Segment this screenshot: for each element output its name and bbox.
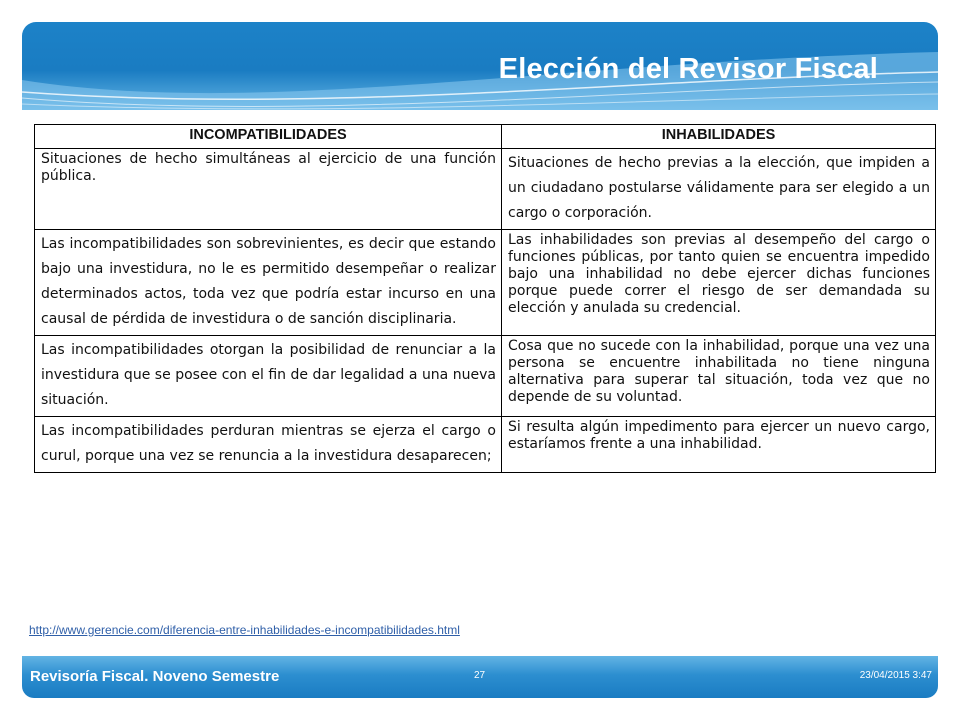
column-header-inhabilidades: INHABILIDADES (502, 125, 936, 149)
table-cell: Si resulta algún impedimento para ejercer un nuevo cargo, estaríamos frente a una inhabilidad. (502, 417, 936, 473)
table-header-row (35, 125, 936, 149)
footer-date: 23/04/2015 3:47 (859, 670, 932, 681)
table-cell: Las inhabilidades son previas al desempeño del cargo o funciones públicas, por tanto quien se encuentra impedido bajo una inhabilidad no debe ejercer dichas funciones porque puede correr el riesgo de ser demandada su elección y anulada su credencial. (502, 230, 936, 336)
header-band (22, 22, 938, 110)
source-link[interactable]: http://www.gerencie.com/diferencia-entre-inhabilidades-e-incompatibilidades.html (29, 623, 460, 637)
footer-page-number: 27 (474, 670, 486, 681)
table-cell: Las incompatibilidades otorgan la posibilidad de renunciar a la investidura que se posee con el fin de dar legalidad a una nueva situación. (35, 336, 502, 417)
footer-band (22, 656, 938, 698)
table-cell: Situaciones de hecho previas a la elección, que impiden a un ciudadano postularse válidamente para ser elegido a un cargo o corporación. (502, 149, 936, 230)
page-title: Elección del Revisor Fiscal (498, 53, 878, 85)
table-cell: Las incompatibilidades son sobrevinientes, es decir que estando bajo una investidura, no le es permitido desempeñar o realizar determinados actos, toda vez que podría estar incurso en una causal de pérdida de investidura o de sanción disciplinaria. (35, 230, 502, 336)
footer-course-label: Revisoría Fiscal. Noveno Semestre (30, 668, 280, 685)
table-row (35, 230, 936, 336)
table-row (35, 336, 936, 417)
table-cell: Cosa que no sucede con la inhabilidad, porque una vez una persona se encuentre inhabilitada no tiene ninguna alternativa para superar tal situación, toda vez que no depende de su voluntad. (502, 336, 936, 417)
table-row (35, 417, 936, 473)
comparison-table (34, 124, 936, 473)
table-cell: Situaciones de hecho simultáneas al ejercicio de una función pública. (35, 149, 502, 230)
table-row (35, 149, 936, 230)
column-header-incompatibilidades: INCOMPATIBILIDADES (35, 125, 502, 149)
table-cell: Las incompatibilidades perduran mientras se ejerza el cargo o curul, porque una vez se renuncia a la investidura desaparecen; (35, 417, 502, 473)
